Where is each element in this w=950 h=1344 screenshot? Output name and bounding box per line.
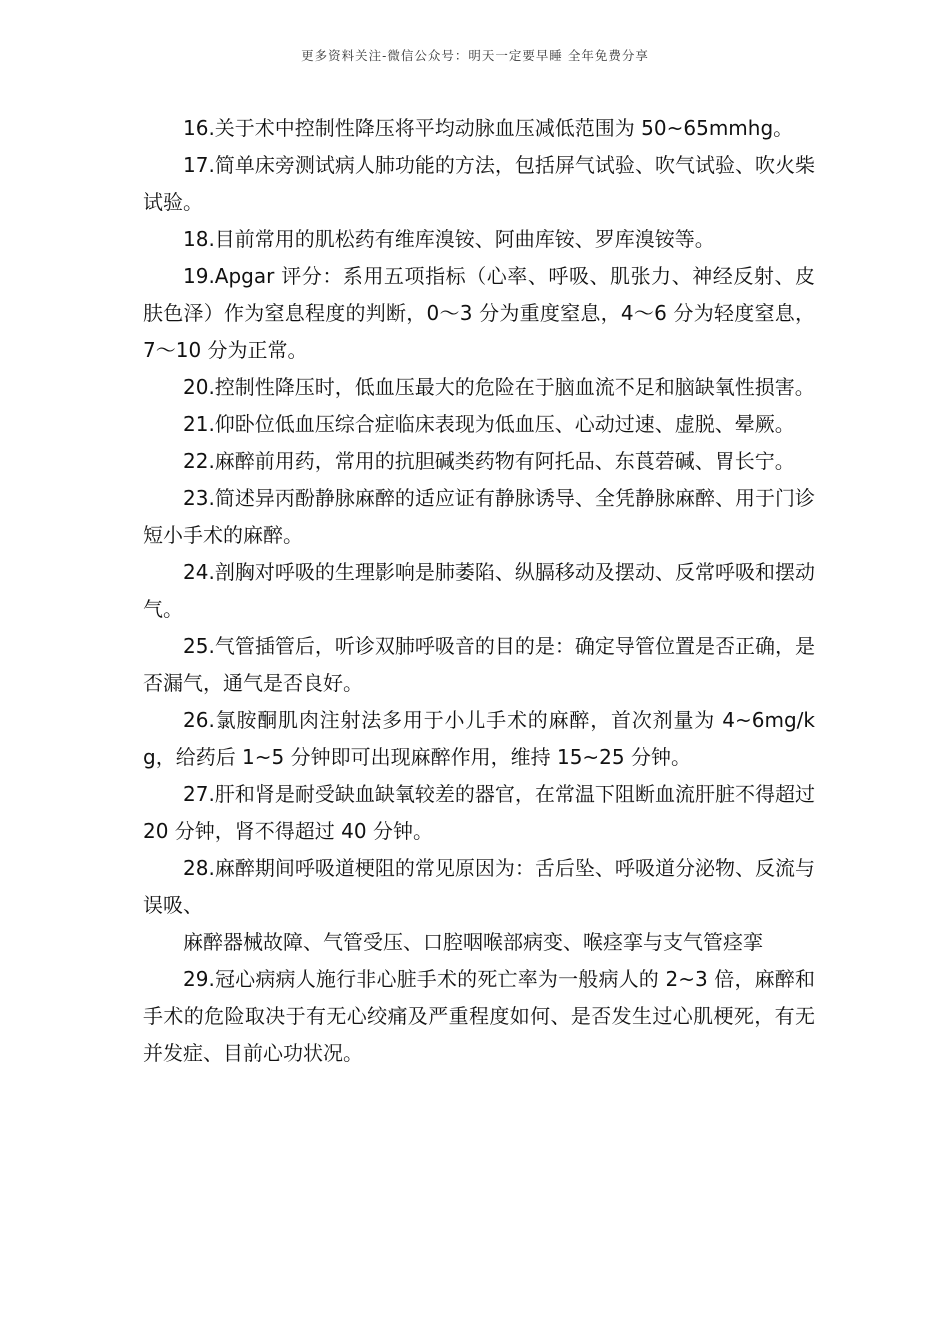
list-item: 16.关于术中控制性降压将平均动脉血压减低范围为 50~65mmhg。 bbox=[183, 116, 794, 140]
list-item: 28.麻醉期间呼吸道梗阻的常见原因为：舌后坠、呼吸道分泌物、反流与误吸、 bbox=[143, 856, 815, 917]
list-item: 21.仰卧位低血压综合症临床表现为低血压、心动过速、虚脱、晕厥。 bbox=[183, 412, 795, 436]
list-item: 23.简述异丙酚静脉麻醉的适应证有静脉诱导、全凭静脉麻醉、用于门诊短小手术的麻醉。 bbox=[143, 486, 815, 547]
list-item: 17.简单床旁测试病人肺功能的方法，包括屏气试验、吹气试验、吹火柴试验。 bbox=[143, 153, 815, 214]
page-header: 更多资料关注-微信公众号：明天一定要早睡 全年免费分享 bbox=[301, 48, 649, 63]
list-item: 27.肝和肾是耐受缺血缺氧较差的器官，在常温下阻断血流肝脏不得超过 20 分钟，肾不得超过 40 分钟。 bbox=[143, 782, 815, 843]
document-body bbox=[143, 110, 815, 1072]
list-item: 24.剖胸对呼吸的生理影响是肺萎陷、纵膈移动及摆动、反常呼吸和摆动气。 bbox=[143, 560, 815, 621]
list-item: 25.气管插管后，听诊双肺呼吸音的目的是：确定导管位置是否正确，是否漏气，通气是否良好。 bbox=[143, 634, 815, 695]
list-item: 29.冠心病病人施行非心脏手术的死亡率为一般病人的 2~3 倍，麻醉和手术的危险取决于有无心绞痛及严重程度如何、是否发生过心肌梗死，有无并发症、目前心功状况。 bbox=[143, 967, 815, 1065]
list-item-continuation: 麻醉器械故障、气管受压、口腔咽喉部病变、喉痉挛与支气管痉挛 bbox=[183, 930, 763, 954]
list-item: 18.目前常用的肌松药有维库溴铵、阿曲库铵、罗库溴铵等。 bbox=[183, 227, 715, 251]
list-item: 19.Apgar 评分：系用五项指标（心率、呼吸、肌张力、神经反射、皮肤色泽）作为窒息程度的判断，0～3 分为重度窒息，4～6 分为轻度窒息，7～10 分为正常。 bbox=[143, 264, 815, 362]
list-item: 20.控制性降压时，低血压最大的危险在于脑血流不足和脑缺氧性损害。 bbox=[183, 375, 815, 399]
list-item: 26.氯胺酮肌肉注射法多用于小儿手术的麻醉，首次剂量为 4~6mg/kg，给药后 1~5 分钟即可出现麻醉作用，维持 15~25 分钟。 bbox=[143, 708, 815, 769]
list-item: 22.麻醉前用药，常用的抗胆碱类药物有阿托品、东莨菪碱、胃长宁。 bbox=[183, 449, 795, 473]
